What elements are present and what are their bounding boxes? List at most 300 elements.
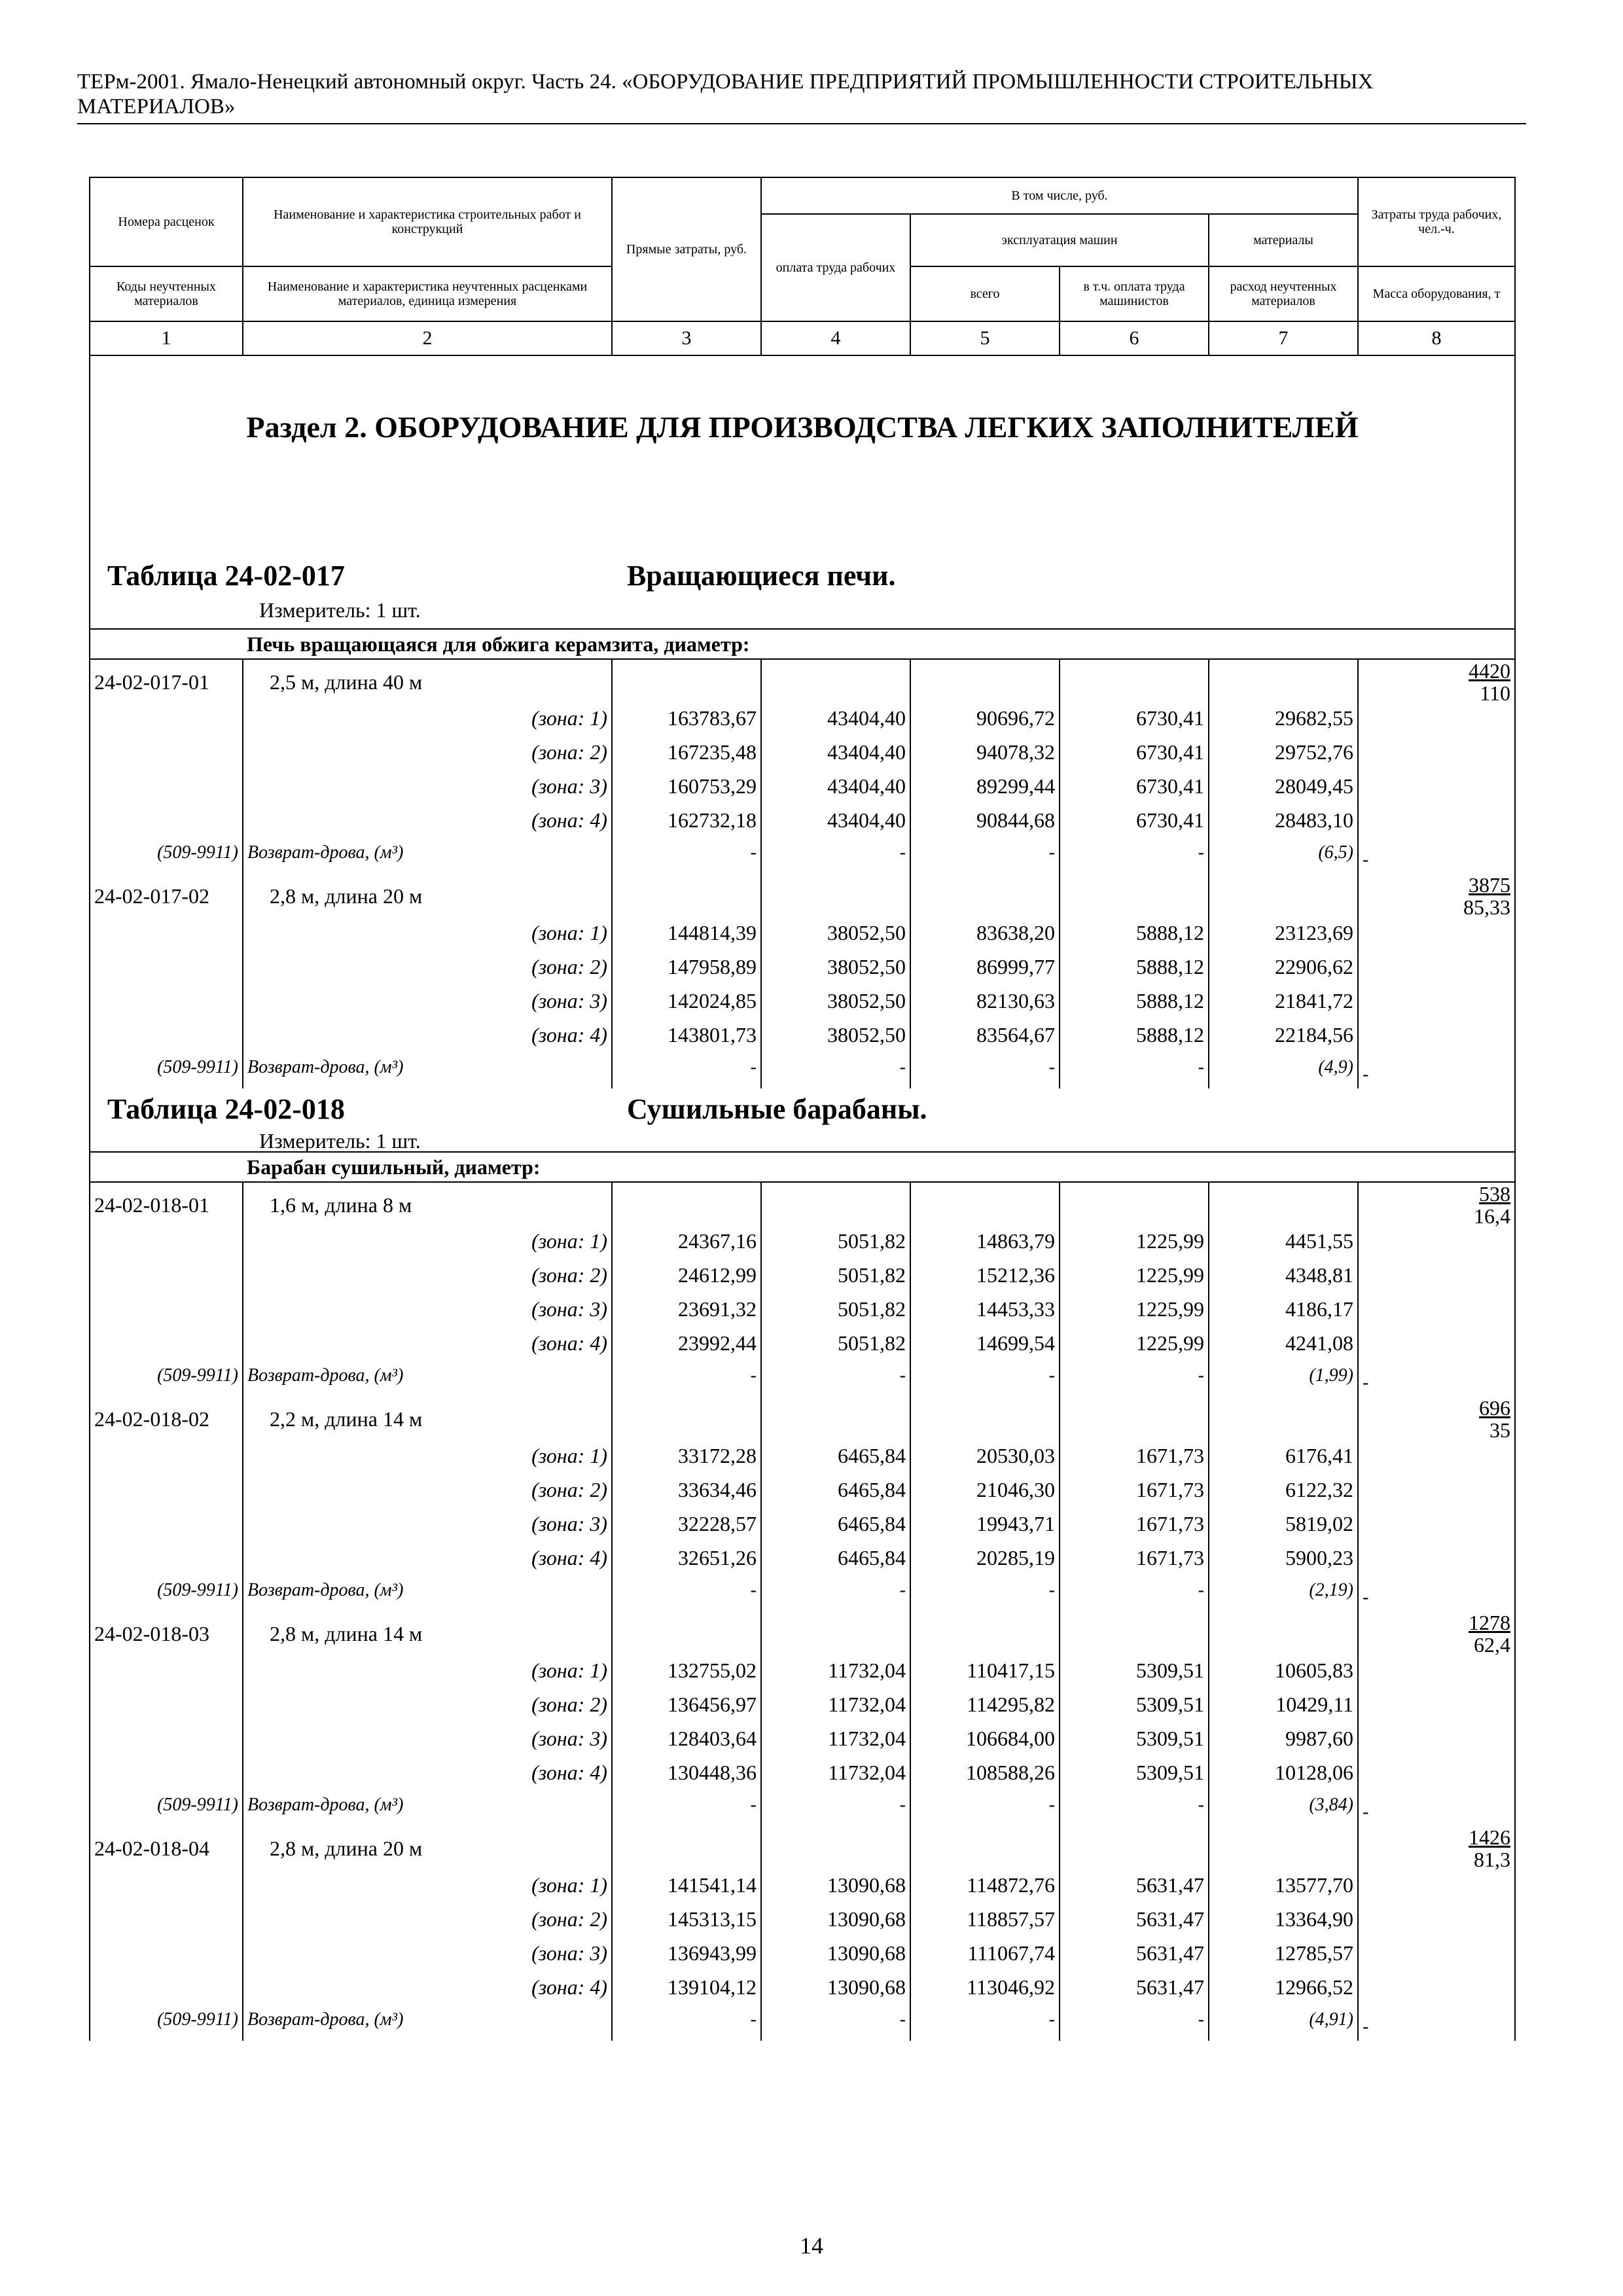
material-code: (509-9911) — [90, 842, 243, 874]
empty-cell — [1209, 1397, 1358, 1444]
empty-cell — [90, 1229, 243, 1263]
zone-label: (зона: 4) — [243, 1761, 612, 1795]
zone-row — [90, 1444, 1515, 1478]
col-num: 1 — [90, 321, 243, 355]
zone-value: 5631,47 — [1060, 1941, 1209, 1975]
zone-value: 28049,45 — [1209, 774, 1358, 808]
return-value: - — [1060, 1795, 1209, 1826]
zone-value: 11732,04 — [761, 1693, 910, 1727]
mass-return-dash: - — [1363, 1064, 1369, 1085]
zone-value: 5309,51 — [1060, 1659, 1209, 1693]
return-value: (3,84) — [1209, 1795, 1358, 1826]
labor-value: 538 — [1479, 1182, 1510, 1206]
zone-label: (зона: 2) — [243, 1478, 612, 1512]
zone-value: 139104,12 — [612, 1975, 761, 2009]
empty-cell — [761, 1826, 910, 1873]
return-value: (6,5) — [1209, 842, 1358, 874]
labor-mass-fraction — [1358, 1826, 1515, 2041]
page-header: ТЕРм-2001. Ямало-Ненецкий автономный округ. Часть 24. «ОБОРУДОВАНИЕ ПРЕДПРИЯТИЙ ПРОМЫШЛЕННОСТИ СТРОИТЕЛЬНЫХ МАТЕРИАЛОВ» — [77, 69, 1526, 124]
rate-code: 24-02-018-01 — [90, 1182, 243, 1229]
zone-value: 4186,17 — [1209, 1297, 1358, 1331]
rate-item-row — [90, 659, 1515, 706]
caption-blank — [90, 1152, 243, 1182]
return-material-row — [90, 1365, 1515, 1397]
zone-value: 6465,84 — [761, 1478, 910, 1512]
zone-row — [90, 1873, 1515, 1907]
col-num: 7 — [1209, 321, 1358, 355]
empty-cell — [761, 1611, 910, 1659]
return-value: - — [910, 842, 1060, 874]
mass-value: 16,4 — [1474, 1204, 1510, 1228]
empty-cell — [910, 1611, 1060, 1659]
zone-value: 111067,74 — [910, 1941, 1060, 1975]
zone-label: (зона: 4) — [243, 1023, 612, 1057]
return-value: - — [761, 842, 910, 874]
empty-cell — [90, 1546, 243, 1580]
zone-value: 11732,04 — [761, 1659, 910, 1693]
zone-value: 143801,73 — [612, 1023, 761, 1057]
fraction-wrap — [1363, 1611, 1510, 1656]
zone-label: (зона: 2) — [243, 1693, 612, 1727]
table-name: Вращающиеся печи. — [627, 560, 896, 592]
zone-label: (зона: 3) — [243, 774, 612, 808]
return-value: - — [910, 1365, 1060, 1397]
zone-label: (зона: 1) — [243, 921, 612, 955]
zone-value: 5888,12 — [1060, 989, 1209, 1023]
table-caption: Печь вращающаяся для обжига керамзита, диаметр: — [243, 629, 1515, 659]
zone-value: 1671,73 — [1060, 1512, 1209, 1546]
mass-value: 62,4 — [1474, 1633, 1510, 1657]
zone-label: (зона: 4) — [243, 1546, 612, 1580]
labor-mass-fraction — [1358, 1182, 1515, 1397]
rates-table — [89, 177, 1516, 2041]
col-header-machines: эксплуатация машин — [910, 214, 1209, 266]
empty-cell — [90, 1478, 243, 1512]
zone-row — [90, 955, 1515, 989]
zone-value: 110417,15 — [910, 1659, 1060, 1693]
col-header-5: всего — [910, 266, 1060, 321]
return-value: - — [761, 1365, 910, 1397]
return-value: - — [612, 1580, 761, 1611]
labor-value: 4420 — [1469, 659, 1510, 683]
zone-value: 6176,41 — [1209, 1444, 1358, 1478]
empty-cell — [90, 921, 243, 955]
zone-value: 141541,14 — [612, 1873, 761, 1907]
zone-value: 20285,19 — [910, 1546, 1060, 1580]
return-value: - — [1060, 2009, 1209, 2041]
return-value: - — [612, 2009, 761, 2041]
zone-value: 6730,41 — [1060, 740, 1209, 774]
col-num: 3 — [612, 321, 761, 355]
zone-value: 144814,39 — [612, 921, 761, 955]
zone-value: 90844,68 — [910, 808, 1060, 842]
empty-cell — [90, 1331, 243, 1365]
zone-value: 132755,02 — [612, 1659, 761, 1693]
zone-value: 13090,68 — [761, 1907, 910, 1941]
zone-value: 14699,54 — [910, 1331, 1060, 1365]
zone-label: (зона: 4) — [243, 1975, 612, 2009]
labor-mass-fraction — [1358, 1611, 1515, 1826]
zone-value: 5309,51 — [1060, 1693, 1209, 1727]
zone-label: (зона: 3) — [243, 989, 612, 1023]
zone-value: 6730,41 — [1060, 774, 1209, 808]
material-code: (509-9911) — [90, 1057, 243, 1088]
empty-cell — [90, 955, 243, 989]
empty-cell — [90, 989, 243, 1023]
zone-value: 163783,67 — [612, 706, 761, 740]
col-header-2b: Наименование и характеристика неучтенных расценками материалов, единица измерения — [243, 266, 612, 321]
zone-value: 13090,68 — [761, 1941, 910, 1975]
table-caption: Барабан сушильный, диаметр: — [243, 1152, 1515, 1182]
material-name: Возврат-дрова, (м³) — [243, 842, 612, 874]
col-header-3: Прямые затраты, руб. — [612, 177, 761, 321]
zone-value: 5631,47 — [1060, 1907, 1209, 1941]
material-code: (509-9911) — [90, 2009, 243, 2041]
page-number: 14 — [800, 2233, 823, 2259]
col-num: 8 — [1358, 321, 1515, 355]
zone-value: 6465,84 — [761, 1546, 910, 1580]
rate-item-row — [90, 1611, 1515, 1659]
return-value: - — [612, 1365, 761, 1397]
zone-value: 6730,41 — [1060, 706, 1209, 740]
zone-value: 10605,83 — [1209, 1659, 1358, 1693]
empty-cell — [761, 659, 910, 706]
empty-cell — [1209, 1826, 1358, 1873]
return-material-row — [90, 842, 1515, 874]
zone-value: 43404,40 — [761, 808, 910, 842]
rate-name: 2,5 м, длина 40 м — [243, 659, 612, 706]
zone-row — [90, 1297, 1515, 1331]
zone-label: (зона: 2) — [243, 955, 612, 989]
material-name: Возврат-дрова, (м³) — [243, 2009, 612, 2041]
rate-code: 24-02-017-02 — [90, 874, 243, 921]
material-name: Возврат-дрова, (м³) — [243, 1057, 612, 1088]
empty-cell — [910, 659, 1060, 706]
empty-cell — [1209, 659, 1358, 706]
zone-value: 114872,76 — [910, 1873, 1060, 1907]
zone-value: 21841,72 — [1209, 989, 1358, 1023]
zone-value: 5888,12 — [1060, 955, 1209, 989]
return-value: - — [910, 1580, 1060, 1611]
zone-label: (зона: 1) — [243, 1873, 612, 1907]
zone-value: 114295,82 — [910, 1693, 1060, 1727]
zone-value: 4241,08 — [1209, 1331, 1358, 1365]
zone-value: 145313,15 — [612, 1907, 761, 1941]
zone-label: (зона: 3) — [243, 1297, 612, 1331]
zone-label: (зона: 4) — [243, 1331, 612, 1365]
zone-row — [90, 1727, 1515, 1761]
zone-value: 20530,03 — [910, 1444, 1060, 1478]
rate-item-row — [90, 1826, 1515, 1873]
return-value: - — [761, 1057, 910, 1088]
zone-value: 162732,18 — [612, 808, 761, 842]
return-value: (1,99) — [1209, 1365, 1358, 1397]
empty-cell — [1060, 1826, 1209, 1873]
zone-value: 32651,26 — [612, 1546, 761, 1580]
empty-cell — [90, 740, 243, 774]
zone-value: 43404,40 — [761, 774, 910, 808]
empty-cell — [1060, 874, 1209, 921]
empty-cell — [90, 1907, 243, 1941]
zone-value: 19943,71 — [910, 1512, 1060, 1546]
zone-value: 38052,50 — [761, 989, 910, 1023]
empty-cell — [910, 1182, 1060, 1229]
zone-row — [90, 1023, 1515, 1057]
zone-value: 136456,97 — [612, 1693, 761, 1727]
rate-name: 2,2 м, длина 14 м — [243, 1397, 612, 1444]
empty-cell — [761, 1397, 910, 1444]
col-header-6: в т.ч. оплата труда машинистов — [1060, 266, 1209, 321]
zone-value: 94078,32 — [910, 740, 1060, 774]
labor-mass-fraction — [1358, 874, 1515, 1088]
rate-name: 2,8 м, длина 14 м — [243, 1611, 612, 1659]
rate-item-row — [90, 1182, 1515, 1229]
zone-row — [90, 1693, 1515, 1727]
labor-mass-fraction — [1358, 659, 1515, 874]
zone-value: 28483,10 — [1209, 808, 1358, 842]
zone-value: 1225,99 — [1060, 1297, 1209, 1331]
zone-value: 90696,72 — [910, 706, 1060, 740]
col-header-incl: В том числе, руб. — [761, 177, 1358, 214]
zone-value: 5051,82 — [761, 1263, 910, 1297]
return-value: - — [1060, 1057, 1209, 1088]
rate-code: 24-02-018-02 — [90, 1397, 243, 1444]
mass-return-dash: - — [1363, 1372, 1369, 1393]
zone-value: 23691,32 — [612, 1297, 761, 1331]
empty-cell — [612, 1826, 761, 1873]
table-code: Таблица 24-02-017 — [107, 560, 345, 592]
zone-value: 22906,62 — [1209, 955, 1358, 989]
empty-cell — [612, 1182, 761, 1229]
labor-mass-fraction — [1358, 1397, 1515, 1611]
section-header-cell — [90, 355, 1515, 552]
zone-value: 89299,44 — [910, 774, 1060, 808]
empty-cell — [612, 659, 761, 706]
empty-cell — [612, 1611, 761, 1659]
zone-value: 6122,32 — [1209, 1478, 1358, 1512]
zone-row — [90, 1907, 1515, 1941]
empty-cell — [90, 1727, 243, 1761]
return-value: - — [612, 1057, 761, 1088]
mass-return-dash: - — [1363, 850, 1369, 870]
return-value: - — [910, 1057, 1060, 1088]
zone-label: (зона: 1) — [243, 1659, 612, 1693]
zone-value: 5309,51 — [1060, 1761, 1209, 1795]
empty-cell — [612, 874, 761, 921]
fraction-wrap — [1363, 1397, 1510, 1441]
material-name: Возврат-дрова, (м³) — [243, 1365, 612, 1397]
table-title-cell — [90, 1088, 1515, 1152]
zone-value: 22184,56 — [1209, 1023, 1358, 1057]
zone-value: 24612,99 — [612, 1263, 761, 1297]
return-value: - — [612, 842, 761, 874]
zone-value: 113046,92 — [910, 1975, 1060, 2009]
zone-value: 5051,82 — [761, 1229, 910, 1263]
empty-cell — [90, 1023, 243, 1057]
zone-row — [90, 1512, 1515, 1546]
zone-value: 5051,82 — [761, 1297, 910, 1331]
col-num: 2 — [243, 321, 612, 355]
zone-value: 38052,50 — [761, 1023, 910, 1057]
empty-cell — [90, 1873, 243, 1907]
zone-row — [90, 808, 1515, 842]
zone-value: 1225,99 — [1060, 1331, 1209, 1365]
zone-label: (зона: 2) — [243, 1263, 612, 1297]
col-header-2a: Наименование и характеристика строительных работ и конструкций — [243, 177, 612, 266]
empty-cell — [1060, 1611, 1209, 1659]
fraction-wrap — [1363, 1183, 1510, 1227]
zone-row — [90, 989, 1515, 1023]
col-header-8a: Затраты труда рабочих, чел.-ч. — [1358, 177, 1515, 266]
return-value: - — [1060, 1365, 1209, 1397]
zone-value: 23992,44 — [612, 1331, 761, 1365]
zone-row — [90, 706, 1515, 740]
zone-row — [90, 1229, 1515, 1263]
zone-value: 11732,04 — [761, 1727, 910, 1761]
zone-value: 24367,16 — [612, 1229, 761, 1263]
zone-row — [90, 1659, 1515, 1693]
mass-value: 81,3 — [1474, 1848, 1510, 1871]
zone-row — [90, 740, 1515, 774]
zone-label: (зона: 1) — [243, 1229, 612, 1263]
zone-value: 38052,50 — [761, 921, 910, 955]
zone-row — [90, 1331, 1515, 1365]
return-value: (4,9) — [1209, 1057, 1358, 1088]
rate-item-row — [90, 1397, 1515, 1444]
zone-value: 118857,57 — [910, 1907, 1060, 1941]
empty-cell — [1209, 1182, 1358, 1229]
zone-value: 14863,79 — [910, 1229, 1060, 1263]
col-header-8b: Масса оборудования, т — [1358, 266, 1515, 321]
mass-return-dash: - — [1363, 2017, 1369, 2037]
labor-value: 1278 — [1469, 1611, 1510, 1634]
empty-cell — [90, 706, 243, 740]
return-value: - — [761, 1580, 910, 1611]
table-meter: Измеритель: 1 шт. — [259, 1129, 421, 1153]
empty-cell — [90, 1297, 243, 1331]
empty-cell — [90, 808, 243, 842]
mass-return-dash: - — [1363, 1587, 1369, 1607]
col-num: 6 — [1060, 321, 1209, 355]
rate-code: 24-02-017-01 — [90, 659, 243, 706]
zone-value: 10429,11 — [1209, 1693, 1358, 1727]
zone-value: 6730,41 — [1060, 808, 1209, 842]
mass-value: 85,33 — [1463, 895, 1510, 919]
zone-value: 5631,47 — [1060, 1975, 1209, 2009]
material-code: (509-9911) — [90, 1365, 243, 1397]
zone-value: 21046,30 — [910, 1478, 1060, 1512]
labor-value: 3875 — [1469, 873, 1510, 897]
material-code: (509-9911) — [90, 1580, 243, 1611]
return-value: - — [1060, 842, 1209, 874]
zone-value: 6465,84 — [761, 1512, 910, 1546]
fraction-wrap — [1363, 1826, 1510, 1871]
zone-value: 86999,77 — [910, 955, 1060, 989]
zone-value: 83638,20 — [910, 921, 1060, 955]
zone-row — [90, 1263, 1515, 1297]
zone-value: 4451,55 — [1209, 1229, 1358, 1263]
zone-value: 11732,04 — [761, 1761, 910, 1795]
zone-value: 1225,99 — [1060, 1229, 1209, 1263]
zone-label: (зона: 3) — [243, 1941, 612, 1975]
labor-value: 696 — [1479, 1396, 1510, 1420]
empty-cell — [90, 1761, 243, 1795]
zone-value: 10128,06 — [1209, 1761, 1358, 1795]
mass-value: 35 — [1489, 1418, 1510, 1442]
return-value: - — [1060, 1580, 1209, 1611]
material-name: Возврат-дрова, (м³) — [243, 1795, 612, 1826]
zone-value: 6465,84 — [761, 1444, 910, 1478]
zone-value: 29752,76 — [1209, 740, 1358, 774]
col-header-materials: материалы — [1209, 214, 1358, 266]
fraction-wrap — [1363, 874, 1510, 918]
zone-label: (зона: 3) — [243, 1512, 612, 1546]
zone-row — [90, 1546, 1515, 1580]
empty-cell — [90, 1659, 243, 1693]
table-caption-row — [90, 629, 1515, 659]
zone-value: 14453,33 — [910, 1297, 1060, 1331]
zone-value: 130448,36 — [612, 1761, 761, 1795]
section-title: Раздел 2. ОБОРУДОВАНИЕ ДЛЯ ПРОИЗВОДСТВА ЛЕГКИХ ЗАПОЛНИТЕЛЕЙ — [246, 410, 1359, 444]
empty-cell — [612, 1397, 761, 1444]
return-value: - — [612, 1795, 761, 1826]
zone-value: 43404,40 — [761, 706, 910, 740]
zone-row — [90, 1975, 1515, 2009]
zone-value: 1671,73 — [1060, 1546, 1209, 1580]
zone-row — [90, 1761, 1515, 1795]
zone-value: 82130,63 — [910, 989, 1060, 1023]
zone-value: 160753,29 — [612, 774, 761, 808]
return-material-row — [90, 1580, 1515, 1611]
table-title-row — [90, 1088, 1515, 1152]
zone-value: 1671,73 — [1060, 1444, 1209, 1478]
zone-label: (зона: 1) — [243, 1444, 612, 1478]
zone-value: 128403,64 — [612, 1727, 761, 1761]
table-name: Сушильные барабаны. — [627, 1093, 927, 1125]
return-value: (2,19) — [1209, 1580, 1358, 1611]
zone-row — [90, 774, 1515, 808]
zone-row — [90, 921, 1515, 955]
zone-value: 83564,67 — [910, 1023, 1060, 1057]
col-header-4: оплата труда рабочих — [761, 214, 910, 321]
zone-value: 1671,73 — [1060, 1478, 1209, 1512]
empty-cell — [761, 1182, 910, 1229]
labor-value: 1426 — [1469, 1825, 1510, 1849]
zone-value: 12966,52 — [1209, 1975, 1358, 2009]
table-meter: Измеритель: 1 шт. — [259, 598, 421, 622]
empty-cell — [761, 874, 910, 921]
zone-label: (зона: 1) — [243, 706, 612, 740]
zone-value: 15212,36 — [910, 1263, 1060, 1297]
zone-value: 106684,00 — [910, 1727, 1060, 1761]
rate-name: 2,8 м, длина 20 м — [243, 1826, 612, 1873]
mass-return-dash: - — [1363, 1802, 1369, 1822]
empty-cell — [90, 1263, 243, 1297]
zone-value: 13577,70 — [1209, 1873, 1358, 1907]
return-value: - — [761, 1795, 910, 1826]
return-value: (4,91) — [1209, 2009, 1358, 2041]
zone-value: 38052,50 — [761, 955, 910, 989]
zone-value: 32228,57 — [612, 1512, 761, 1546]
col-header-7: расход неучтенных материалов — [1209, 266, 1358, 321]
empty-cell — [1060, 1182, 1209, 1229]
empty-cell — [1060, 659, 1209, 706]
table-title-row — [90, 552, 1515, 629]
zone-value: 142024,85 — [612, 989, 761, 1023]
return-value: - — [910, 1795, 1060, 1826]
zone-value: 5819,02 — [1209, 1512, 1358, 1546]
table-code: Таблица 24-02-018 — [107, 1093, 345, 1125]
